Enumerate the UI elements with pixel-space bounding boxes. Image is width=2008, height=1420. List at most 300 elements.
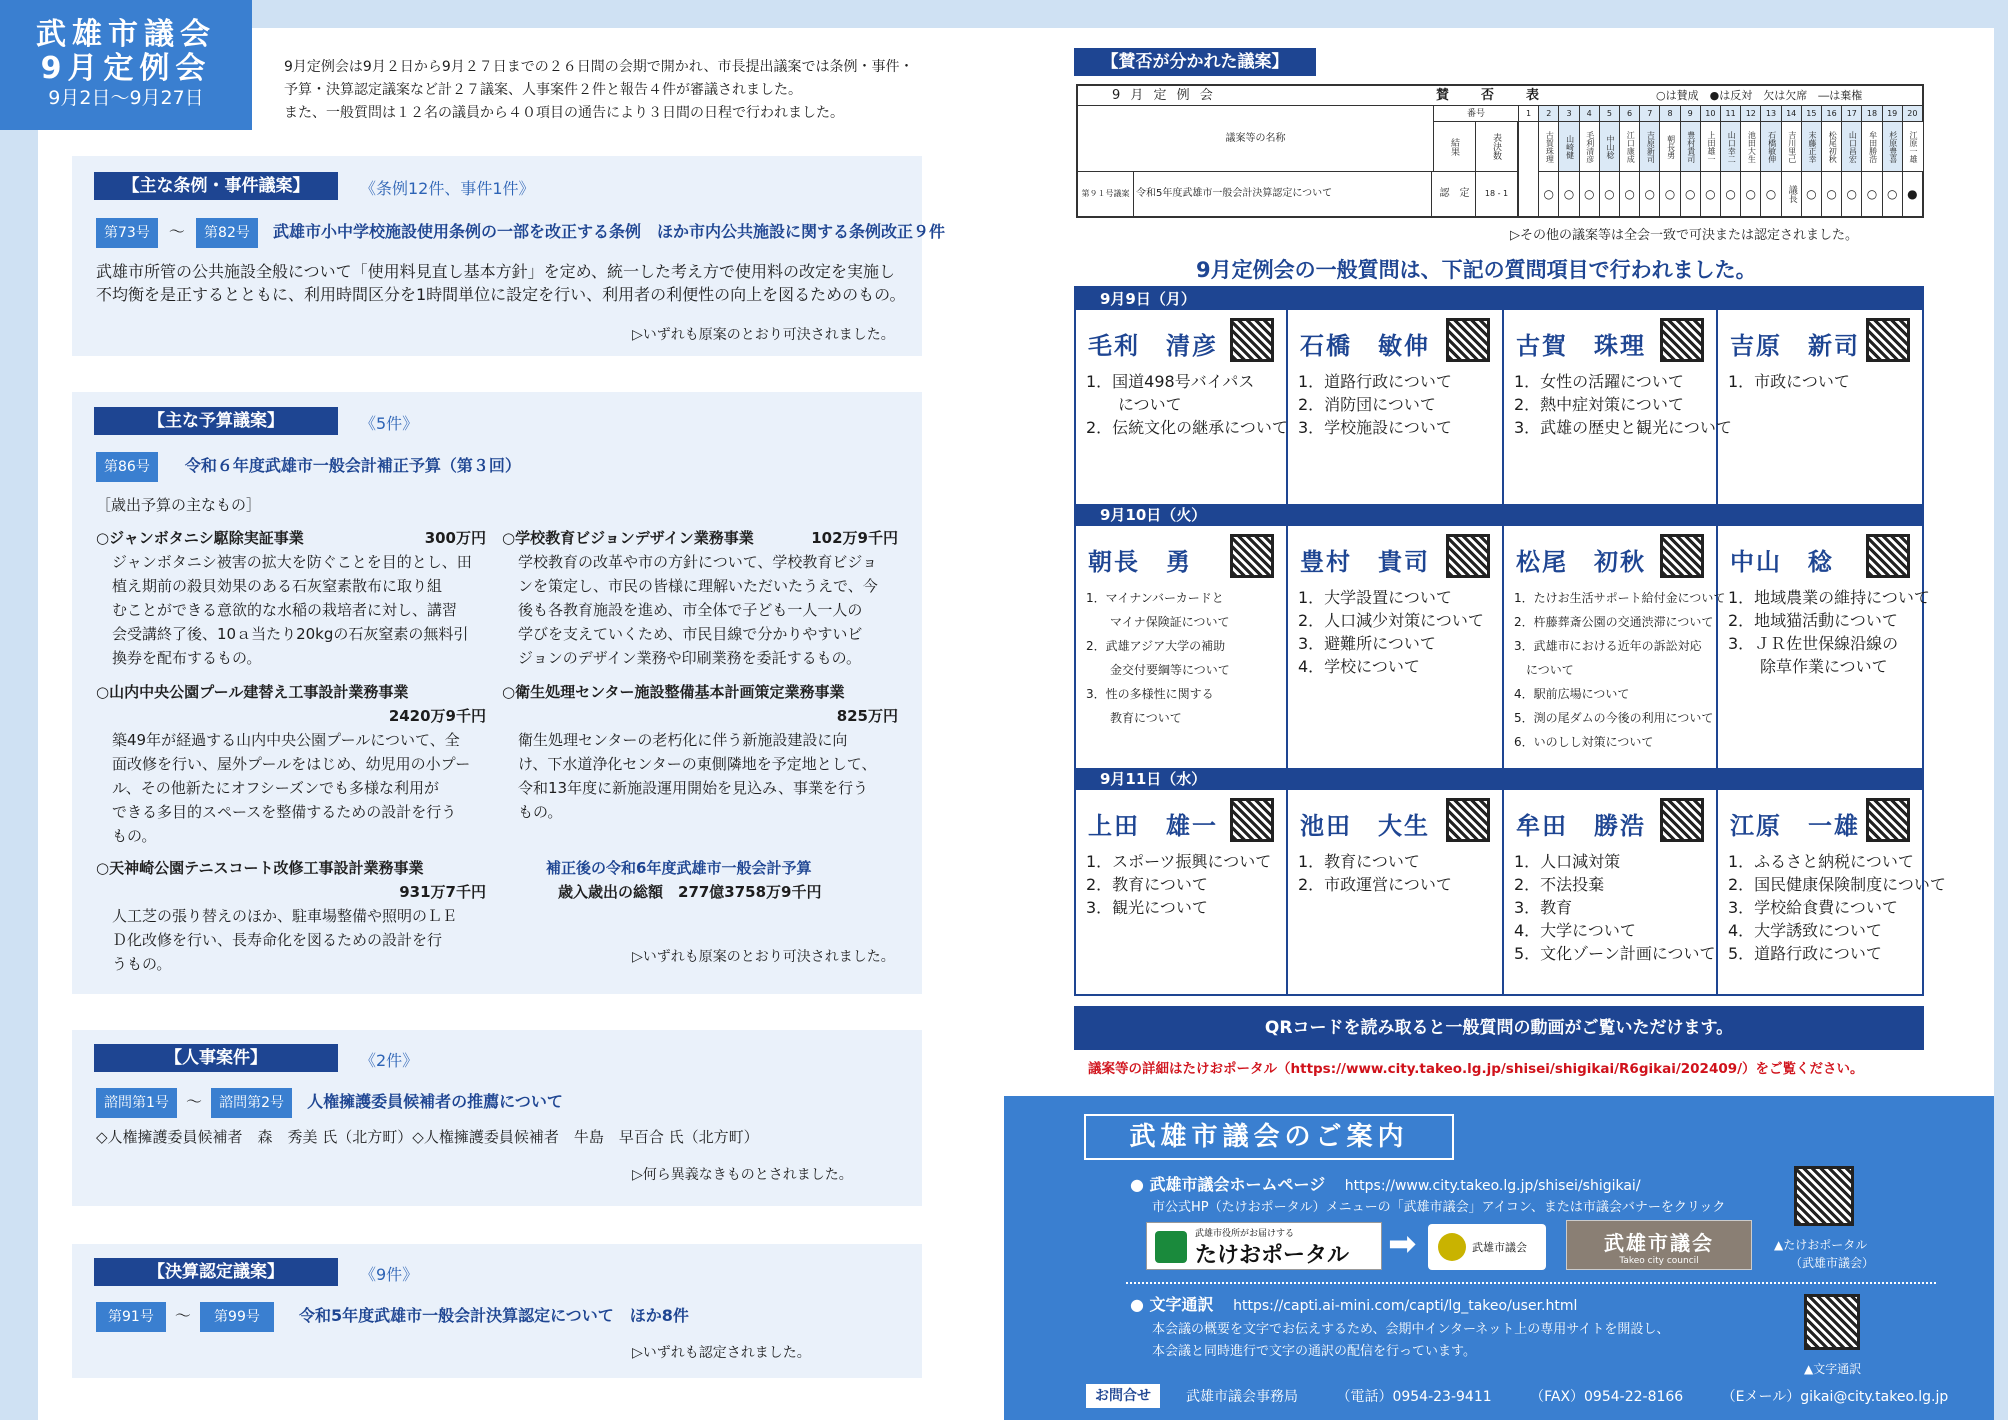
ordinance-body2: 不均衡を是正するとともに、利用時間区分を1時間単位に設定を行い、利用者の利便性の向上を図るためのもの。 xyxy=(96,285,906,304)
vote-member-num: 5 xyxy=(1600,106,1619,122)
vote-member-num: 19 xyxy=(1883,106,1902,122)
question-member-cell xyxy=(1076,310,1288,504)
question-item: 3．避難所について xyxy=(1298,634,1436,653)
qr-code-icon[interactable] xyxy=(1866,798,1910,842)
item-line: できる多目的スペースを整備するための設計を行う xyxy=(112,803,457,821)
banner-title: 武雄市議会 xyxy=(1604,1231,1714,1255)
question-item: 1．道路行政について xyxy=(1298,372,1452,391)
left-margin xyxy=(0,0,38,1420)
ordinance-title-row xyxy=(96,218,945,248)
question-member-cell xyxy=(1504,790,1718,994)
question-item: 1．教育について xyxy=(1298,852,1420,871)
member-name: 牟田 勝浩 xyxy=(1516,812,1646,840)
qr-code-icon[interactable] xyxy=(1446,798,1490,842)
vote-hdr1: 9 月 定 例 会 xyxy=(1112,88,1216,103)
qr-code-icon[interactable] xyxy=(1660,798,1704,842)
vote-member-num: 16 xyxy=(1822,106,1841,122)
question-item: 1．市政について xyxy=(1728,372,1850,391)
tx-desc2: 本会議と同時進行で文字の通訳の配信を行っています。 xyxy=(1152,1344,1476,1359)
tilde: 〜 xyxy=(186,1092,203,1111)
item-line: むことができる意欲的な水稲の栽培者に対し、講習 xyxy=(112,601,458,619)
question-item: 2．人口減少対策について xyxy=(1298,611,1484,630)
vote-legend: ○は賛成 ●は反対 欠は欠席 ―は棄権 xyxy=(1656,89,1863,102)
qr-banner: QRコードを読み取ると一般質問の動画がご覧いただけます。 xyxy=(1074,1006,1924,1050)
vote-member-name: 松尾初秋 xyxy=(1822,122,1842,172)
item-line: 衛生処理センターの老朽化に伴う新施設建設に向 xyxy=(518,731,848,749)
vote-member-num: 1 xyxy=(1519,106,1538,122)
tilde: 〜 xyxy=(168,222,185,241)
item-amount: 102万9千円 xyxy=(811,529,898,547)
ordinance-result: ▷いずれも原案のとおり可決されました。 xyxy=(632,327,895,343)
item-amount: 825万円 xyxy=(836,707,898,725)
vote-member-name: 牟田勝浩 xyxy=(1862,122,1882,172)
vote-row-result: 認 定 xyxy=(1434,172,1476,216)
vote-member-name: 江口康成 xyxy=(1620,122,1640,172)
council-icon-button[interactable] xyxy=(1428,1224,1546,1270)
tx-url[interactable]: https://capti.ai-mini.com/capti/lg_takeo/user.html xyxy=(1233,1298,1578,1314)
settlement-num-start: 第91号 xyxy=(96,1302,166,1332)
settlement-result: ▷いずれも認定されました。 xyxy=(632,1345,811,1361)
item-line: 学びを支えていくため、市民目線で分かりやすいビ xyxy=(518,625,863,643)
ordinance-num-end: 第82号 xyxy=(196,218,258,248)
vote-member-name: 古賀珠理 xyxy=(1539,122,1559,172)
vote-mark: ○ xyxy=(1583,187,1595,201)
ordinance-count: 《条例12件、事件1件》 xyxy=(360,179,535,198)
item-line: もの。 xyxy=(518,803,563,821)
vote-member-col xyxy=(1841,106,1861,216)
vote-mark: ○ xyxy=(1543,187,1555,201)
question-item: 4．大学について xyxy=(1514,921,1636,940)
vote-mark: ○ xyxy=(1725,187,1736,201)
qr1-caption2: （武雄市議会） xyxy=(1790,1256,1875,1270)
personnel-tag: 【人事案件】 xyxy=(94,1044,338,1072)
item-line: 後も各教育施設を進め、市全体で子ども一人一人の xyxy=(518,601,863,619)
tx-desc1: 本会議の概要を文字でお伝えするため、会期中インターネット上の専用サイトを開設し、 xyxy=(1152,1322,1670,1337)
question-member-cell xyxy=(1076,790,1288,994)
question-item: 1．マイナンバーカードと xyxy=(1086,591,1224,605)
item-line: 令和13年度に新施設運用開始を見込み、事業を行う xyxy=(518,779,868,797)
question-item: 6．いのしし対策について xyxy=(1514,735,1654,749)
question-list xyxy=(1514,850,1716,965)
personnel-count: 《2件》 xyxy=(360,1051,419,1070)
hp-desc: 市公式HP（たけおポータル）メニューの「武雄市議会」アイコン、または市議会バナーをクリック xyxy=(1152,1200,1726,1215)
vote-header xyxy=(1078,86,1922,106)
question-member-cell xyxy=(1288,790,1504,994)
ordinance-num-start: 第73号 xyxy=(96,218,158,248)
vote-member-num: 12 xyxy=(1741,106,1760,122)
hp-label: ● 武雄市議会ホームページ xyxy=(1130,1175,1326,1194)
personnel-title: 人権擁護委員候補者の推薦について xyxy=(307,1092,563,1111)
intro-line2: 予算・決算認定議案など計２７議案、人事案件２件と報告４件が審議されました。 xyxy=(284,82,802,98)
question-list xyxy=(1298,586,1484,678)
contact-office: 武雄市議会事務局 xyxy=(1186,1389,1298,1405)
vote-member-col xyxy=(1760,106,1780,216)
vote-member-col xyxy=(1821,106,1841,216)
member-name: 古賀 珠理 xyxy=(1516,332,1646,360)
question-item: 2．市政運営について xyxy=(1298,875,1452,894)
question-member-cell xyxy=(1504,526,1726,768)
vote-member-num: 20 xyxy=(1903,106,1922,122)
vote-no-header: 番号 xyxy=(1434,106,1518,122)
question-item: 2．武雄アジア大学の補助 xyxy=(1086,639,1226,653)
title-line1: 武雄市議会 xyxy=(36,17,216,52)
question-member-cell xyxy=(1076,526,1288,768)
question-item: 3．武雄市における近年の訴訟対応 xyxy=(1514,639,1702,653)
question-item: 2．不法投棄 xyxy=(1514,875,1605,894)
question-item: 1．国道498号バイパス xyxy=(1086,372,1255,391)
vote-member-col xyxy=(1902,106,1922,216)
item-line: 換券を配布するもの。 xyxy=(112,649,262,667)
question-member-cell xyxy=(1718,526,1930,768)
day-header: 9月11日（水） xyxy=(1076,768,1922,790)
item-line: 面改修を行い、屋外プールをはじめ、幼児用の小プー xyxy=(112,755,471,773)
contact-fax: （FAX）0954-22-8166 xyxy=(1530,1389,1684,1405)
title-dates: 9月2日〜9月27日 xyxy=(48,87,204,109)
question-item: 5．道路行政について xyxy=(1728,944,1882,963)
vote-row-count: 18 - 1 xyxy=(1476,172,1518,216)
item-line: ジョンのデザイン業務や印刷業務を委託するもの。 xyxy=(518,649,862,667)
budget-sub: ［歳出予算の主なもの］ xyxy=(96,496,262,514)
hp-row xyxy=(1130,1172,1641,1195)
qr-code-portal xyxy=(1794,1166,1854,1226)
vote-member-num: 8 xyxy=(1660,106,1679,122)
member-name: 上田 雄一 xyxy=(1088,812,1218,840)
contact-tel: （電話）0954-23-9411 xyxy=(1336,1389,1492,1405)
vote-table xyxy=(1076,84,1924,218)
vote-mark: ○ xyxy=(1684,187,1696,201)
qr-code-icon[interactable] xyxy=(1230,318,1274,362)
item-line: 人工芝の張り替えのほか、駐車場整備や照明のＬＥ xyxy=(112,907,458,925)
question-item: 2．消防団について xyxy=(1298,395,1436,414)
question-item: 5．渕の尾ダムの今後の利用について xyxy=(1514,711,1714,725)
qr-code-icon[interactable] xyxy=(1230,798,1274,842)
qr-code-transcription xyxy=(1804,1294,1860,1350)
item-line: ル、その他新たにオフシーズンでも多様な利用が xyxy=(112,779,440,797)
budget-item-5 xyxy=(96,856,486,976)
vote-member-col xyxy=(1518,106,1538,216)
member-name: 豊村 貴司 xyxy=(1300,548,1430,576)
question-item: 3．教育 xyxy=(1514,898,1573,917)
settlement-tag: 【決算認定議案】 xyxy=(94,1258,338,1286)
budget-title-row xyxy=(96,452,521,482)
vote-mark: ○ xyxy=(1826,187,1837,201)
tx-label: ● 文字通訳 xyxy=(1130,1295,1214,1314)
vote-member-name: 朝長勇 xyxy=(1660,122,1680,172)
council-banner[interactable] xyxy=(1566,1220,1752,1270)
personnel-num-end: 諮問第2号 xyxy=(211,1088,292,1118)
member-name: 吉原 新司 xyxy=(1730,332,1860,360)
question-item: 3．観光について xyxy=(1086,898,1208,917)
budget-item-1 xyxy=(96,526,486,670)
vote-member-col xyxy=(1619,106,1639,216)
vote-member-col xyxy=(1558,106,1578,216)
budget-item-2 xyxy=(502,526,898,670)
vote-member-col xyxy=(1740,106,1760,216)
vote-member-col xyxy=(1579,106,1599,216)
question-item: 2．教育について xyxy=(1086,875,1208,894)
tx-row xyxy=(1130,1292,1577,1315)
question-item: 1．人口減対策 xyxy=(1514,852,1621,871)
question-item: 3．学校給食費について xyxy=(1728,898,1898,917)
vote-member-num: 4 xyxy=(1580,106,1599,122)
budget-total xyxy=(546,856,822,904)
vote-mark: ○ xyxy=(1644,187,1656,201)
item-name: ○衛生処理センター施設整備基本計画策定業務事業 xyxy=(502,683,845,701)
ordinance-title: 武雄市小中学校施設使用条例の一部を改正する条例 ほか市内公共施設に関する条例改正９件 xyxy=(272,222,945,241)
vote-note: ▷その他の議案等は全会一致で可決または認定されました。 xyxy=(1510,228,1858,243)
qr-code-icon[interactable] xyxy=(1446,534,1490,578)
qr-code-icon[interactable] xyxy=(1660,534,1704,578)
item-line: け、下水道浄化センターの東側隣地を予定地として、 xyxy=(518,755,877,773)
tilde: 〜 xyxy=(174,1306,191,1325)
question-item: 4．大学誘致について xyxy=(1728,921,1882,940)
vote-member-name: 末藤正幸 xyxy=(1802,122,1822,172)
qr-code-icon[interactable] xyxy=(1660,318,1704,362)
vote-mark: ○ xyxy=(1846,187,1858,201)
vote-member-num: 11 xyxy=(1721,106,1740,122)
question-list xyxy=(1728,586,1930,678)
vote-mark: ○ xyxy=(1604,187,1615,201)
top-band xyxy=(0,0,2008,28)
portal-label: たけおポータル xyxy=(1195,1243,1350,1268)
council-icon-label: 武雄市議会 xyxy=(1472,1241,1527,1254)
question-list xyxy=(1298,850,1452,896)
item-line: 築49年が経過する山内中央公園プールについて、全 xyxy=(112,731,460,749)
vote-member-num: 2 xyxy=(1539,106,1558,122)
vote-member-col xyxy=(1720,106,1740,216)
item-line: 会受講終了後、10ａ当たり20kgの石灰窒素の無料引 xyxy=(112,625,469,643)
qr-code-icon[interactable] xyxy=(1866,318,1910,362)
question-item: 3．ＪＲ佐世保線沿線の xyxy=(1728,634,1899,653)
question-list xyxy=(1298,370,1452,439)
portal-small: 武雄市役所がお届けする xyxy=(1195,1229,1295,1239)
question-item: 2．杵藤葬斎公園の交通渋滞について xyxy=(1514,615,1714,629)
vote-member-col xyxy=(1700,106,1720,216)
question-item: 1．スポーツ振興について xyxy=(1086,852,1272,871)
question-item: 除草作業について xyxy=(1728,657,1888,676)
vote-mark: ○ xyxy=(1705,187,1716,201)
vote-member-name: 山口幸二 xyxy=(1721,122,1741,172)
vote-member-name: 江原一雄 xyxy=(1903,122,1923,172)
vote-member-col xyxy=(1801,106,1821,216)
question-member-cell xyxy=(1718,790,1946,994)
item-line: ジャンボタニシ被害の拡大を防ぐことを目的とし、田 xyxy=(112,553,472,571)
question-member-cell xyxy=(1288,526,1504,768)
vote-result-header: 結果 xyxy=(1434,122,1476,172)
vote-mark: ○ xyxy=(1664,187,1676,201)
intro-line1: 9月定例会は9月２日から9月２７日までの２６日間の会期で開かれ、市長提出議案では条例・事件・ xyxy=(284,59,914,75)
vote-member-num: 7 xyxy=(1640,106,1659,122)
contact-tag: お問合せ xyxy=(1086,1384,1160,1408)
vote-mark: ● xyxy=(1907,187,1918,201)
vote-mark: ○ xyxy=(1866,187,1878,201)
qr-code-icon[interactable] xyxy=(1446,318,1490,362)
personnel-title-row xyxy=(96,1088,563,1118)
question-list xyxy=(1086,850,1271,919)
question-item: について xyxy=(1086,395,1182,414)
day-header: 9月9日（月） xyxy=(1076,288,1922,310)
item-line: 植え期前の殺貝効果のある石灰窒素散布に取り組 xyxy=(112,577,443,595)
vote-mark: ○ xyxy=(1624,187,1635,201)
ordinance-body xyxy=(96,260,916,306)
question-item: 2．国民健康保険制度について xyxy=(1728,875,1946,894)
contact-row xyxy=(1186,1386,1948,1406)
question-member-cell xyxy=(1288,310,1504,504)
budget-tag: 【主な予算議案】 xyxy=(94,407,338,435)
question-list xyxy=(1086,586,1230,730)
vote-member-name: 杉原豊喜 xyxy=(1883,122,1903,172)
vote-member-name: 山崎健 xyxy=(1559,122,1579,172)
contact-mail[interactable]: （Eメール）gikai@city.takeo.lg.jp xyxy=(1721,1389,1949,1405)
item-amount: 300万円 xyxy=(424,529,486,547)
vote-member-col xyxy=(1599,106,1619,216)
item-line: ンを策定し、市民の皆様に理解いただいたうえで、今 xyxy=(518,577,878,595)
question-item: 3．学校施設について xyxy=(1298,418,1452,437)
portal-button[interactable] xyxy=(1146,1222,1382,1270)
info-panel xyxy=(1004,1096,1994,1420)
member-name: 石橋 敏伸 xyxy=(1300,332,1430,360)
portal-icon xyxy=(1155,1231,1187,1263)
hp-url[interactable]: https://www.city.takeo.lg.jp/shisei/shigikai/ xyxy=(1344,1178,1641,1194)
budget-count: 《5件》 xyxy=(360,414,419,433)
member-name: 池田 大生 xyxy=(1300,812,1430,840)
vote-member-name: 石橋敏伸 xyxy=(1761,122,1781,172)
vote-tag: 【賛否が分かれた議案】 xyxy=(1074,48,1316,76)
ordinance-tag: 【主な条例・事件議案】 xyxy=(94,172,338,200)
questions-title: 9月定例会の一般質問は、下記の質問項目で行われました。 xyxy=(1196,258,1757,282)
total-label: 補正後の令和6年度武雄市一般会計予算 xyxy=(546,859,812,877)
vote-name-header: 議案等の名称 xyxy=(1078,106,1434,172)
ordinance-body1: 武雄市所管の公共施設全般について「使用料見直し基本方針」を定め、統一した考え方で使用料の改定を実施し xyxy=(96,262,896,281)
item-line: 学校教育の改革や市の方針について、学校教育ビジョ xyxy=(518,553,878,571)
qr2-caption: ▲文字通訳 xyxy=(1804,1362,1862,1376)
personnel-result: ▷何ら異義なきものとされました。 xyxy=(632,1167,853,1183)
detail-link[interactable]: 議案等の詳細はたけおポータル（https://www.city.takeo.lg.jp/shisei/shigikai/R6gikai/202409/）をご覧ください。 xyxy=(1088,1061,1864,1077)
vote-member-num: 18 xyxy=(1862,106,1881,122)
settlement-count: 《9件》 xyxy=(360,1265,419,1284)
vote-member-name: 吉川里己 xyxy=(1782,122,1802,172)
personnel-line: ◇人権擁護委員候補者 森 秀美 氏（北方町）◇人権擁護委員候補者 牛島 早百合 氏（北方町） xyxy=(96,1128,759,1146)
vote-member-col xyxy=(1538,106,1558,216)
question-item: 2．熱中症対策について xyxy=(1514,395,1684,414)
arrow-right-icon: ➡ xyxy=(1388,1224,1417,1264)
vote-member-num: 3 xyxy=(1559,106,1578,122)
question-item: 教育について xyxy=(1086,711,1182,725)
member-name: 毛利 清彦 xyxy=(1088,332,1218,360)
question-list xyxy=(1514,370,1732,439)
vote-member-name: 毛利清彦 xyxy=(1580,122,1600,172)
vote-row-name: 令和5年度武雄市一般会計決算認定について xyxy=(1136,172,1432,216)
question-item: 3．性の多様性に関する xyxy=(1086,687,1214,701)
item-name: ○天神崎公園テニスコート改修工事設計業務事業 xyxy=(96,859,424,877)
settlement-num-end: 第99号 xyxy=(200,1302,274,1332)
vote-mark: ○ xyxy=(1765,187,1777,201)
qr-code-icon[interactable] xyxy=(1230,534,1274,578)
vote-member-num: 6 xyxy=(1620,106,1639,122)
vote-member-col xyxy=(1861,106,1881,216)
question-item: 5．文化ゾーン計画について xyxy=(1514,944,1716,963)
member-name: 朝長 勇 xyxy=(1088,548,1192,576)
item-name: ○ジャンボタニシ駆除実証事業 xyxy=(96,529,304,547)
item-name: ○山内中央公園プール建替え工事設計業務事業 xyxy=(96,683,409,701)
qr-code-icon[interactable] xyxy=(1866,534,1910,578)
vote-mark: ○ xyxy=(1806,187,1817,201)
question-item: 3．武雄の歴史と観光について xyxy=(1514,418,1732,437)
item-line: うもの。 xyxy=(112,955,172,973)
vote-mark: ○ xyxy=(1745,187,1757,201)
vote-mark: ○ xyxy=(1563,187,1575,201)
vote-member-columns xyxy=(1518,106,1922,218)
question-member-cell xyxy=(1718,310,1922,504)
vote-member-num: 10 xyxy=(1701,106,1720,122)
personnel-num-start: 諮問第1号 xyxy=(96,1088,177,1118)
vote-hdr2: 賛 否 表 xyxy=(1436,88,1542,103)
vote-member-num: 15 xyxy=(1802,106,1821,122)
question-list xyxy=(1728,370,1850,393)
question-item: 2．地域猫活動について xyxy=(1728,611,1898,630)
vote-member-name: 上田雄一 xyxy=(1701,122,1721,172)
info-title: 武雄市議会のご案内 xyxy=(1084,1114,1454,1160)
member-name: 中山 稔 xyxy=(1730,548,1834,576)
divider xyxy=(1126,1282,1936,1284)
vote-member-col xyxy=(1639,106,1659,216)
question-item: 1．地域農業の維持について xyxy=(1728,588,1930,607)
header-title-box xyxy=(0,0,252,130)
settlement-title-row xyxy=(96,1302,689,1332)
vote-member-col xyxy=(1680,106,1700,216)
vote-member-name: 山口昌宏 xyxy=(1842,122,1862,172)
question-item: 金交付要綱等について xyxy=(1086,663,1230,677)
question-list xyxy=(1728,850,1946,965)
council-icon xyxy=(1438,1233,1466,1261)
right-margin xyxy=(1994,0,2008,1420)
banner-sub: Takeo city council xyxy=(1619,1256,1699,1266)
vote-mark: 議長 xyxy=(1786,185,1797,203)
intro-text xyxy=(284,56,964,125)
member-name: 江原 一雄 xyxy=(1730,812,1860,840)
vote-member-num: 14 xyxy=(1782,106,1801,122)
budget-result: ▷いずれも原案のとおり可決されました。 xyxy=(632,949,895,965)
vote-member-name: 池田大生 xyxy=(1741,122,1761,172)
question-item: 1．たけお生活サポート給付金について xyxy=(1514,591,1726,605)
question-member-cell xyxy=(1504,310,1732,504)
question-list xyxy=(1086,370,1288,439)
title-line2: 9月定例会 xyxy=(40,51,212,86)
vote-mark: ○ xyxy=(1886,187,1898,201)
question-list xyxy=(1514,586,1725,754)
question-item: マイナ保険証について xyxy=(1086,615,1230,629)
vote-member-name: 吉原新司 xyxy=(1640,122,1660,172)
item-line: もの。 xyxy=(112,827,157,845)
vote-member-name: 豊村貴司 xyxy=(1681,122,1701,172)
budget-num: 第86号 xyxy=(96,452,158,482)
day-header: 9月10日（火） xyxy=(1076,504,1922,526)
question-item: 4．駅前広場について xyxy=(1514,687,1630,701)
intro-line3: また、一般質問は１２名の議員から４０項目の通告により３日間の日程で行われました。 xyxy=(284,105,844,121)
question-item: 2．伝統文化の継承について xyxy=(1086,418,1288,437)
question-item: 1．ふるさと納税について xyxy=(1728,852,1914,871)
vote-row-id: 第９１号議案 xyxy=(1078,172,1134,216)
vote-member-num: 9 xyxy=(1681,106,1700,122)
vote-member-name: 中山稔 xyxy=(1600,122,1620,172)
item-name: ○学校教育ビジョンデザイン業務事業 xyxy=(502,529,754,547)
qr1-caption1: ▲たけおポータル xyxy=(1774,1238,1868,1252)
vote-count-header: 表決数 xyxy=(1476,122,1518,172)
total-amount: 歳入歳出の総額 277億3758万9千円 xyxy=(558,883,822,901)
question-item: 1．女性の活躍について xyxy=(1514,372,1684,391)
question-item: 4．学校について xyxy=(1298,657,1420,676)
budget-title: 令和６年度武雄市一般会計補正予算（第３回） xyxy=(184,456,521,475)
